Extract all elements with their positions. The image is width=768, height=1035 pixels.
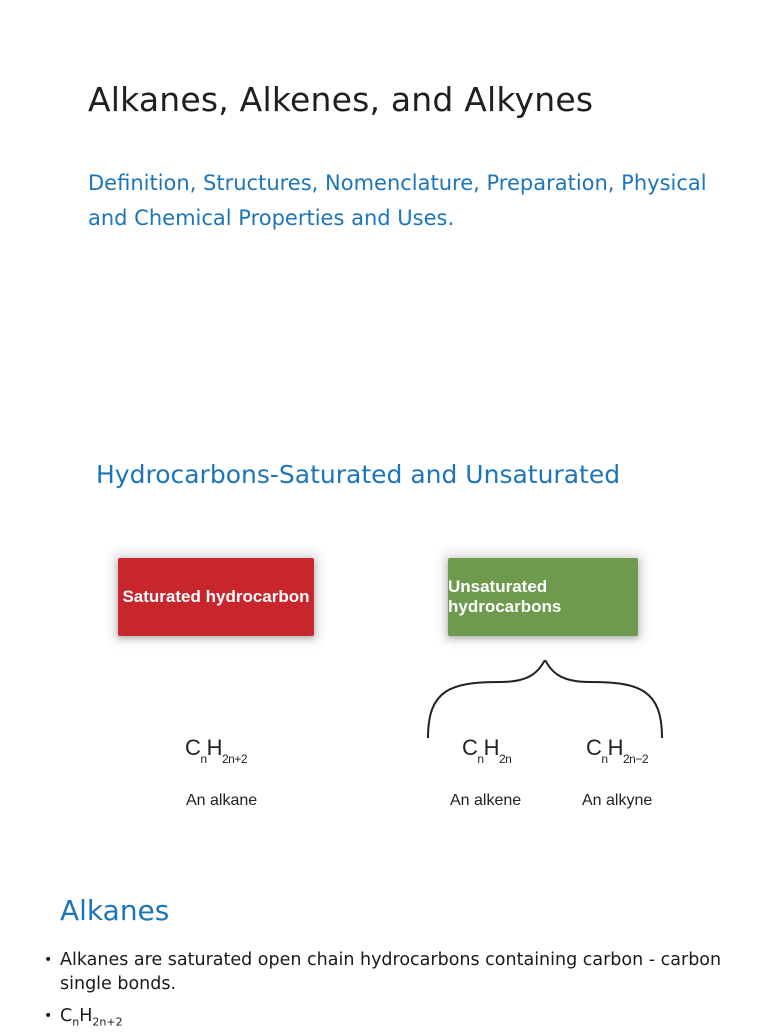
label-alkyne: An alkyne: [582, 792, 653, 809]
bullet-formula: • $C_nH_{2n+2}$: [44, 1004, 760, 1035]
slide-title: [0, 0, 768, 420]
page-title: Alkanes, Alkenes, and Alkynes: [88, 80, 594, 119]
formula-alkene: $C_nH_{2n}$: [462, 735, 512, 766]
formula-alkane: $C_nH_{2n+2}$: [185, 735, 247, 766]
subtitle: Definition, Structures, Nomenclature, Preparation, Physical and Chemical Properties and Uses.: [88, 171, 707, 230]
label-alkane: An alkane: [186, 792, 258, 809]
saturated-box: Saturated hydrocarbon: [118, 558, 314, 636]
slide-heading: Hydrocarbons-Saturated and Unsaturated: [96, 460, 621, 489]
bullet-definition: • Alkanes are saturated open chain hydrocarbons containing carbon - carbon single bonds.: [44, 948, 760, 996]
unsaturated-box: Unsaturated hydrocarbons: [448, 558, 638, 636]
formula-alkyne: $C_nH_{2n-2}$: [586, 735, 648, 766]
curly-brace-icon: [420, 660, 670, 740]
slide-hydrocarbons: [0, 420, 768, 880]
label-alkene: An alkene: [450, 792, 522, 809]
slide-heading: Alkanes: [60, 894, 170, 927]
slide-alkanes: [0, 880, 768, 1029]
